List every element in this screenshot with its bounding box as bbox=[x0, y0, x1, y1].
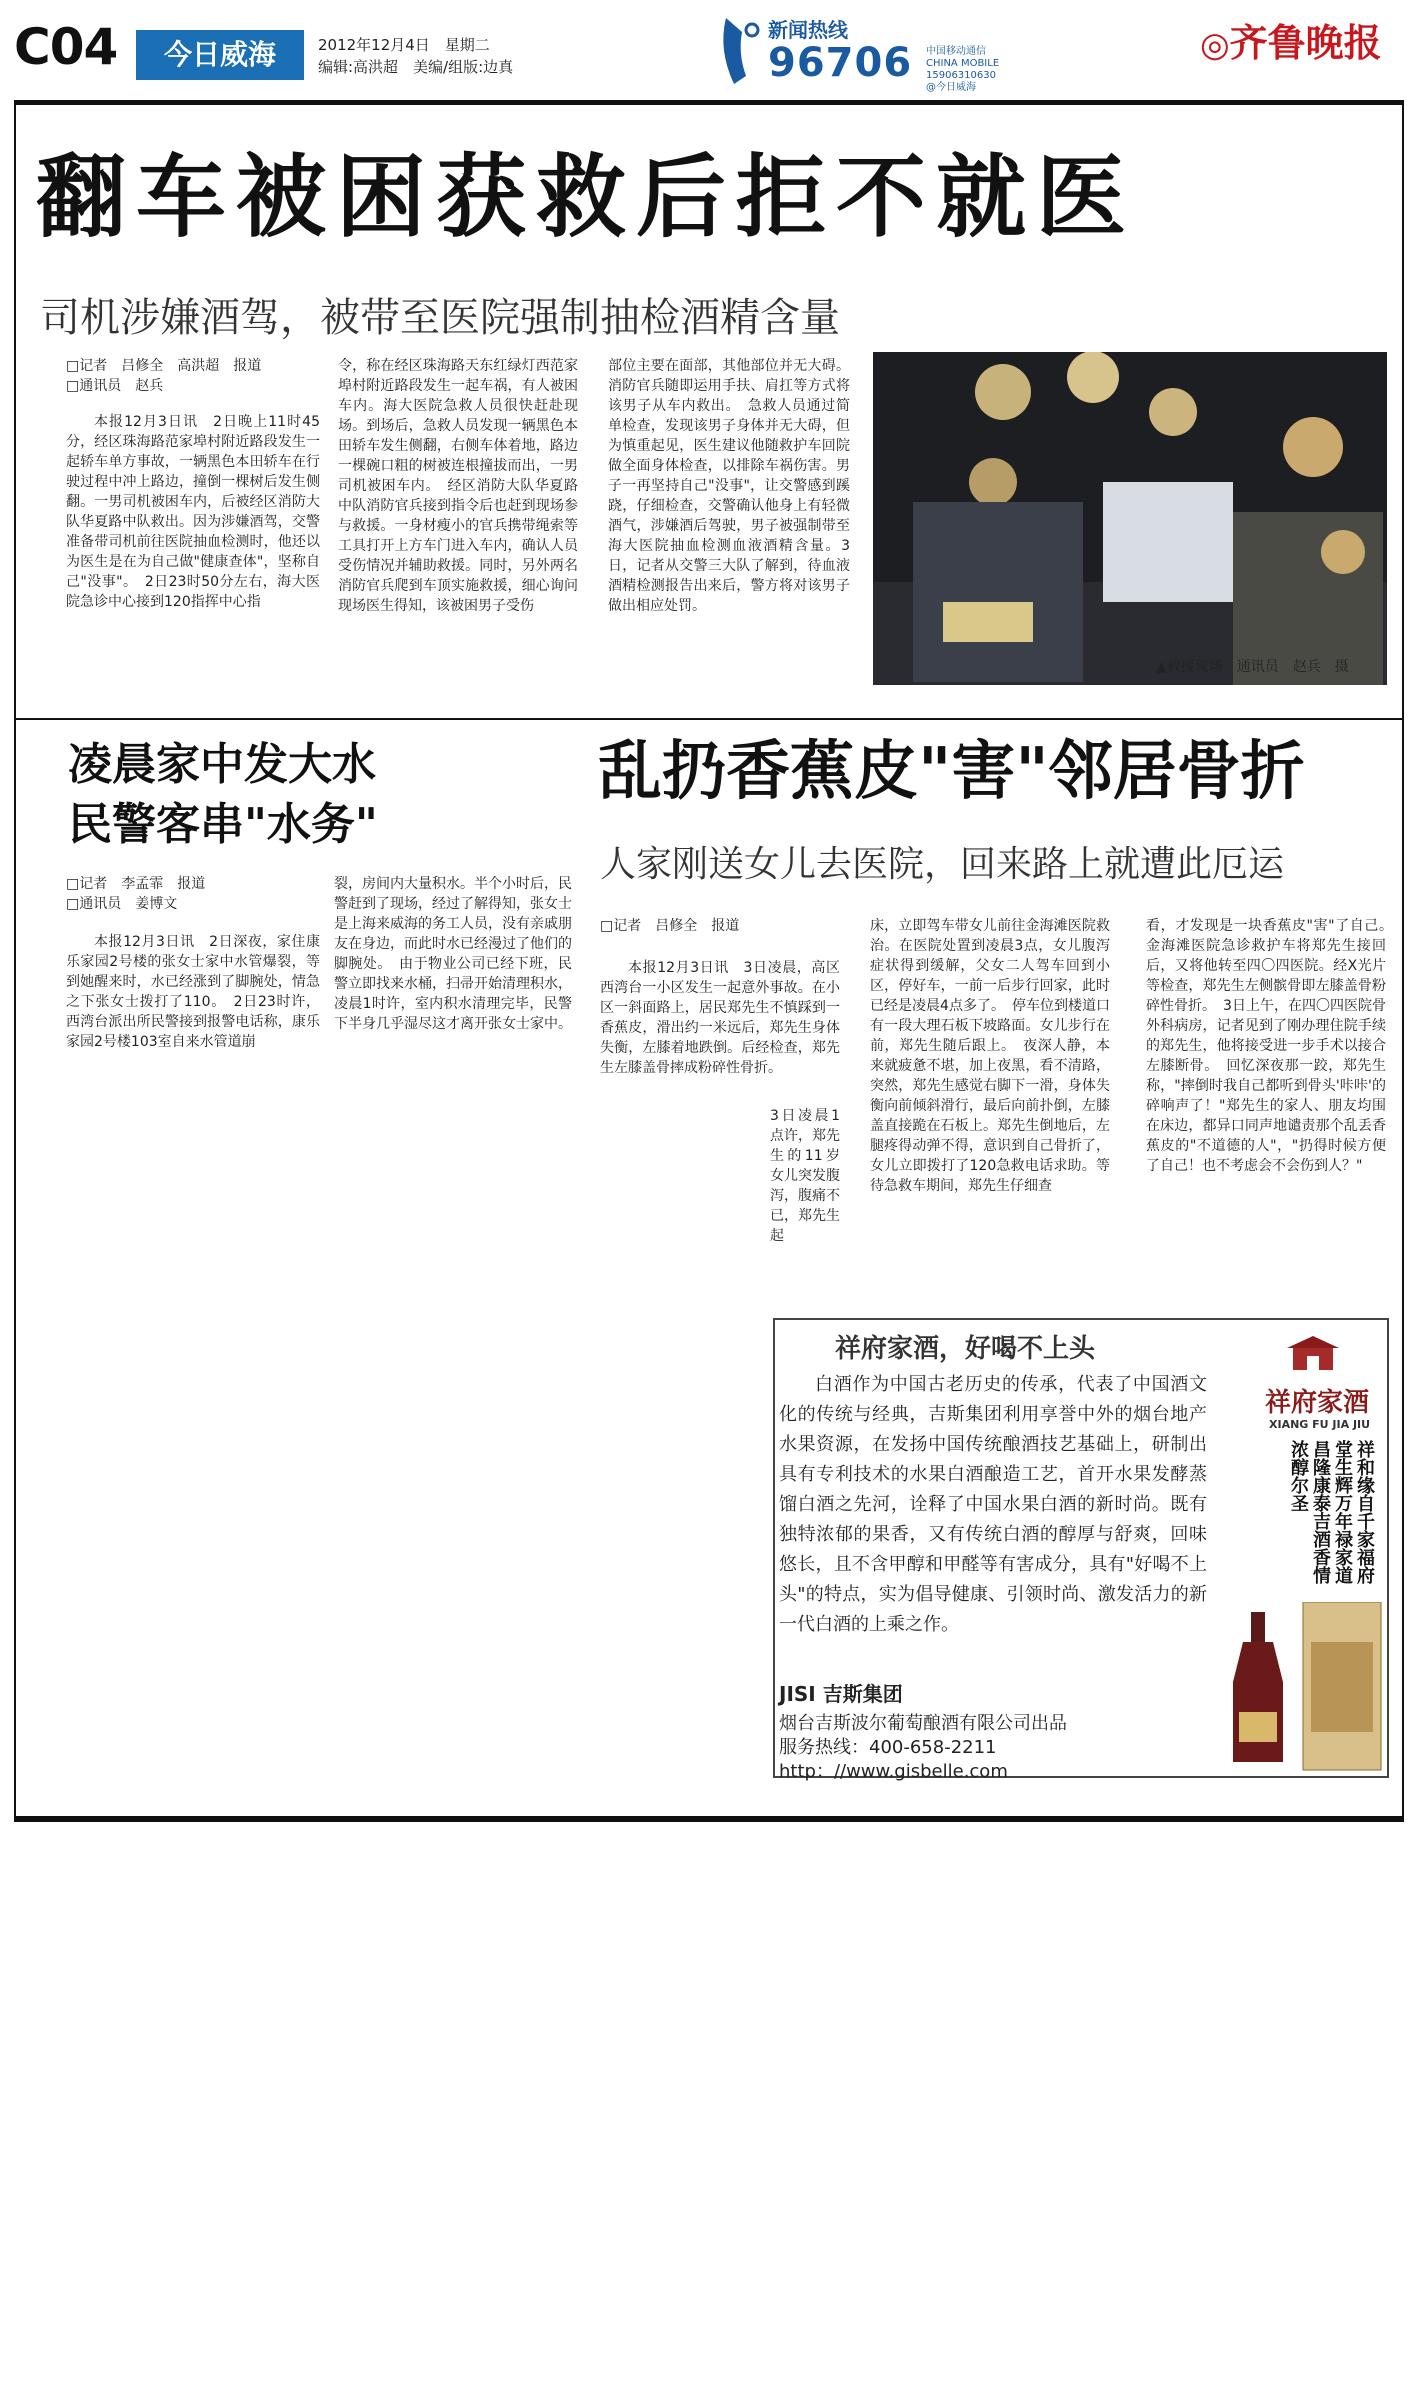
weibo-handle: @今日威海 bbox=[926, 82, 976, 93]
editor-line: 编辑:高洪超 美编/组版:边真 bbox=[318, 58, 514, 76]
story2-byline-reporter: □记者 李孟霏 报道 bbox=[66, 876, 206, 892]
story2-column2: 裂，房间内大量积水。半个小时后，民警赶到了现场，经过了解得知，张女士是上海来威海的务工人员，没有亲戚朋友在身边，而此时水已经漫过了他们的脚腕处。 由于物业公司已经下班，民警立即找来水桶，扫帚开始清理积水，凌晨1时许，室内积水清理完毕，民警下半身几乎湿尽这才离开张女士家中。 bbox=[334, 876, 572, 1032]
story1-byline-correspondent: □通讯员 赵兵 bbox=[66, 378, 164, 394]
ad-brand-name: 祥府家酒 bbox=[1265, 1388, 1370, 1418]
story2-headline bbox=[68, 735, 378, 855]
right-border bbox=[1402, 104, 1404, 1816]
story3-column2: 床，立即驾车带女儿前往金海滩医院救治。在医院处置到凌晨3点，女儿腹泻症状得到缓解，父女二人驾车回到小区，停好车，一前一后步行回家，此时已经是凌晨4点多了。 停车位到楼道口有一段大理石板下坡路面。女儿步行在前，郑先生随后跟上。 夜深人静，本来就疲惫不堪，加上夜黑，看不清路，突然，郑先生感觉右脚下一滑，身体失衡向前倾斜滑行，最后向前扑倒，左膝盖直接跪在石板上。郑先生倒地后，左腿疼得动弹不得，意识到自己骨折了，女儿立即拨打了120急救电话求助。等待急救车期间，郑先生仔细查 bbox=[870, 918, 1110, 1194]
story3-column1: 本报12月3日讯 3日凌晨，高区西湾台一小区发生一起意外事故。在小区一斜面路上，居民郑先生不慎踩到一香蕉皮，滑出约一米远后，郑先生身体失衡，左膝着地跌倒。后经检查，郑先生左膝盖骨摔成粉碎性骨折。 bbox=[600, 960, 840, 1076]
story2-headline-line2: 民警客串"水务" bbox=[68, 799, 378, 850]
left-border bbox=[14, 104, 16, 1816]
story2-byline bbox=[66, 874, 326, 914]
story3-column1-continued: 3日凌晨1点许，郑先生的11岁女儿突发腹泻，腹痛不已，郑先生起 bbox=[770, 1108, 840, 1244]
ad-title: 祥府家酒，好喝不上头 bbox=[835, 1334, 1096, 1364]
date-line: 2012年12月4日 星期二 bbox=[318, 36, 490, 54]
hotline-label: 新闻热线 bbox=[768, 18, 848, 42]
story2-headline-line1: 凌晨家中发大水 bbox=[68, 739, 376, 790]
ad-body: 白酒作为中国古老历史的传承，代表了中国酒文化的传统与经典，吉斯集团利用享誉中外的烟台地产水果资源，在发扬中国传统酿酒技艺基础上，研制出具有专利技术的水果白酒酿造工艺，首开水果发酵蒸馏白酒之先河，诠释了中国水果白酒的新时尚。既有独特浓郁的果香，又有传统白酒的醇厚与舒爽，回味悠长，且不含甲醇和甲醛等有害成分，具有"好喝不上头"的特点，实为倡导健康、引领时尚、激发活力的新一代白酒的上乘之作。 bbox=[779, 1374, 1207, 1635]
top-rule bbox=[14, 100, 1404, 105]
story3-byline: □记者 吕修全 报道 bbox=[600, 918, 740, 934]
liquor-bottle-image bbox=[1213, 1602, 1383, 1772]
story1-subhead: 司机涉嫌酒驾，被带至医院强制抽检酒精含量 bbox=[40, 295, 840, 341]
story1-byline bbox=[66, 356, 326, 396]
ad-contact bbox=[779, 1712, 1067, 1784]
sms-number: 15906310630 bbox=[926, 70, 996, 81]
story1-column3: 部位主要在面部，其他部位并无大碍。消防官兵随即运用手扶、肩扛等方式将该男子从车内救出。 急救人员通过简单检查，发现该男子身体并无大碍，但为慎重起见，医生建议他随救护车回院做全面身体检查，以排除车祸伤害。男子一再坚持自己"没事"，让交警感到蹊跷，仔细检查，交警确认他身上有轻微酒气，涉嫌酒后驾驶，男子被强制带至海大医院抽血检测血液酒精含量。3日，记者从交警三大队了解到，待血液酒精检测报告出来后，警方将对该男子做出相应处罚。 bbox=[608, 358, 850, 614]
section-label: 今日威海 bbox=[136, 30, 304, 80]
section-divider bbox=[14, 718, 1404, 720]
story1-headline: 翻车被困获救后拒不就医 bbox=[36, 144, 1136, 250]
liquor-advertisement bbox=[773, 1318, 1389, 1782]
news-hotline bbox=[716, 8, 1016, 94]
story1-byline-reporters: □记者 吕修全 高洪超 报道 bbox=[66, 358, 262, 374]
page-number: C04 bbox=[14, 18, 118, 76]
story3-headline: 乱扔香蕉皮"害"邻居骨折 bbox=[598, 735, 1305, 809]
partner-name: 中国移动通信 CHINA MOBILE bbox=[926, 46, 1000, 69]
pavilion-logo-icon bbox=[1283, 1334, 1343, 1374]
story3-column3: 看，才发现是一块香蕉皮"害"了自己。 金海滩医院急诊救护车将郑先生接回后，又将他转至四〇四医院。经X光片等检查，郑先生左侧髌骨即左膝盖骨粉碎性骨折。 3日上午，在四〇四医院骨外科病房，记者见到了刚办理住院手续的郑先生，他将接受进一步手术以接合左膝断骨。 回忆深夜那一跤，郑先生称，"摔倒时我自己都听到骨头'咔咔'的碎响声了！"郑先生的家人、朋友均围在床边，都异口同声地谴责那个乱丢香蕉皮的"不道德的人"，"扔得时候方便了自己！也不考虑会不会伤到人？" bbox=[1146, 918, 1400, 1174]
newspaper-logo bbox=[1200, 12, 1382, 67]
logo-swirl-icon: ◎ bbox=[1200, 25, 1230, 65]
ad-company: JISI 吉斯集团 bbox=[779, 1682, 903, 1706]
story1-column2: 令，称在经区珠海路天东红绿灯西范家埠村附近路段发生一起车祸，有人被困车内。海大医院急救人员很快赶赴现场。到场后，急救人员发现一辆黑色本田轿车发生侧翻，右侧车体着地，路边一棵碗口粗的树被连根撞拔而出，一男司机被困车内。 经区消防大队华夏路中队消防官兵接到指令后也赶到现场参与救援。一身材瘦小的官兵携带绳索等工具打开上方车门进入车内，确认人员受伤情况并辅助救援。同时，另外两名消防官兵爬到车顶实施救援，细心询问现场医生得知，该被困男子受伤 bbox=[338, 358, 578, 614]
rescue-scene-image bbox=[873, 352, 1387, 685]
ad-verse: 祥和缘自千家福府堂生辉万年禄家道昌隆康泰吉酒香情浓醇尔圣 bbox=[1288, 1440, 1375, 1584]
bottom-rule bbox=[14, 1816, 1404, 1822]
hotline-number: 96706 bbox=[768, 40, 913, 86]
logo-text: 齐鲁晚报 bbox=[1229, 20, 1382, 65]
story1-column1: 本报12月3日讯 2日晚上11时45分，经区珠海路范家埠村附近路段发生一起轿车单方事故，一辆黑色本田轿车在行驶过程中冲上路边，撞倒一棵树后发生侧翻。一男司机被困车内，后被经区消防大队华夏路中队救出。因为涉嫌酒驾，交警准备带司机前往医院抽血检测时，他还以为医生是在为自己做"健康查体"，坚称自己"没事"。 2日23时50分左右，海大医院急诊中心接到120指挥中心指 bbox=[66, 414, 320, 610]
header-info bbox=[318, 34, 513, 78]
ad-brand-english: XIANG FU JIA JIU bbox=[1269, 1418, 1371, 1431]
story3-subhead: 人家刚送女儿去医院，回来路上就遭此厄运 bbox=[600, 844, 1285, 885]
ad-phone: 服务热线：400-658-2211 bbox=[779, 1737, 997, 1758]
hotline-partner-info bbox=[926, 46, 1016, 94]
phone-icon bbox=[716, 10, 764, 90]
ad-maker: 烟台吉斯波尔葡萄酿酒有限公司出品 bbox=[779, 1713, 1067, 1734]
story2-column1: 本报12月3日讯 2日深夜，家住康乐家园2号楼的张女士家中水管爆裂，等到她醒来时，水已经涨到了脚腕处，情急之下张女士拨打了110。 2日23时许，西湾台派出所民警接到报警电话称，康乐家园2号楼103室自来水管道崩 bbox=[66, 934, 320, 1050]
rescue-photo bbox=[873, 352, 1387, 685]
ad-url[interactable]: http：//www.gisbelle.com bbox=[779, 1761, 1008, 1782]
photo-caption: ▲救援现场 通讯员 赵兵 摄 bbox=[1156, 659, 1349, 675]
story2-byline-correspondent: □通讯员 姜博文 bbox=[66, 896, 178, 912]
